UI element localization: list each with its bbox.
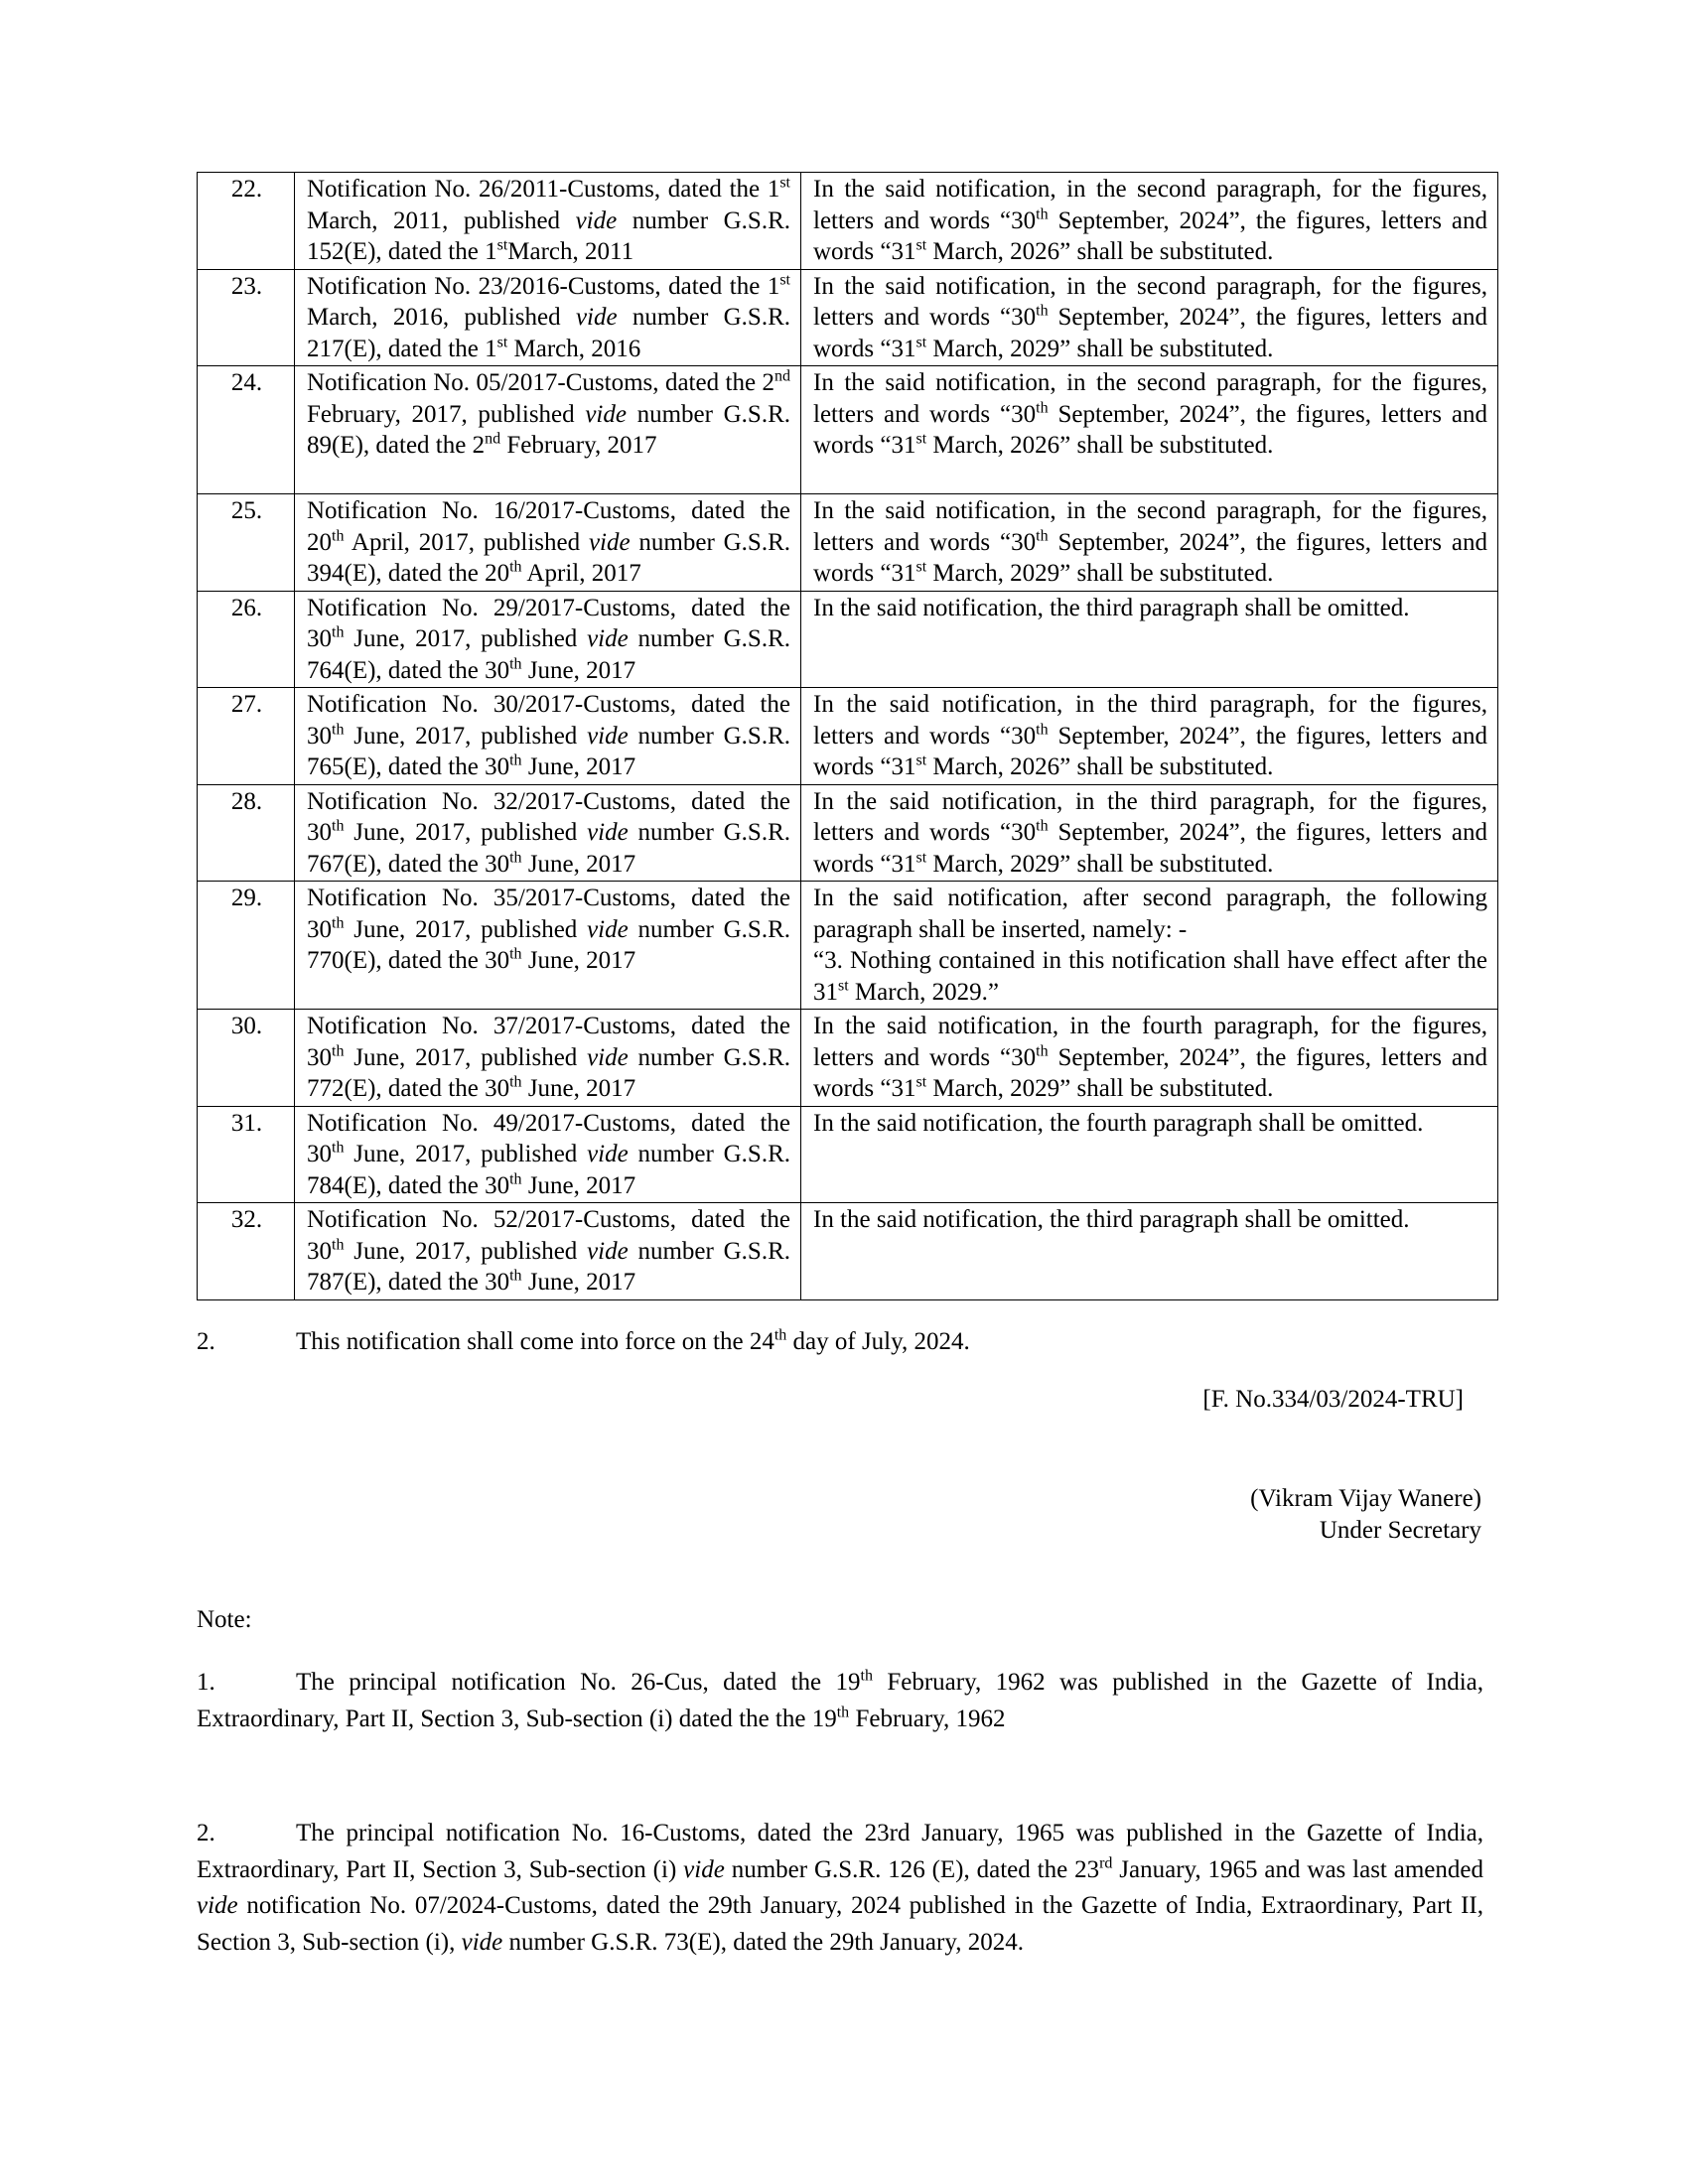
amendment-cell: In the said notification, the third paragraph shall be omitted. bbox=[801, 591, 1498, 688]
serial-number-cell: 27. bbox=[198, 688, 295, 785]
table-row bbox=[198, 366, 1498, 494]
table-row bbox=[198, 1203, 1498, 1300]
paragraph-number: 2. bbox=[197, 1328, 215, 1355]
notification-cell: Notification No. 52/2017-Customs, dated the 30th June, 2017, published vide number G.S.R. 787(E), dated the 30th June, 2017 bbox=[295, 1203, 801, 1300]
amendment-table-body bbox=[198, 173, 1498, 1300]
amendment-cell: In the said notification, in the second paragraph, for the figures, letters and words “30th September, 2024”, the figures, letters and words “31st March, 2029” shall be substituted. bbox=[801, 269, 1498, 366]
notification-cell: Notification No. 16/2017-Customs, dated the 20th April, 2017, published vide number G.S.R. 394(E), dated the 20th April, 2017 bbox=[295, 494, 801, 592]
notification-cell: Notification No. 49/2017-Customs, dated the 30th June, 2017, published vide number G.S.R. 784(E), dated the 30th June, 2017 bbox=[295, 1106, 801, 1203]
amendment-table bbox=[197, 172, 1498, 1300]
paragraph-text: This notification shall come into force on the 24th day of July, 2024. bbox=[296, 1326, 970, 1355]
serial-number-cell: 28. bbox=[198, 784, 295, 882]
notification-cell: Notification No. 30/2017-Customs, dated the 30th June, 2017, published vide number G.S.R. 765(E), dated the 30th June, 2017 bbox=[295, 688, 801, 785]
signatory-name: (Vikram Vijay Wanere) bbox=[1250, 1485, 1481, 1512]
notification-cell: Notification No. 37/2017-Customs, dated the 30th June, 2017, published vide number G.S.R. 772(E), dated the 30th June, 2017 bbox=[295, 1010, 801, 1107]
serial-number-cell: 25. bbox=[198, 494, 295, 592]
serial-number-cell: 23. bbox=[198, 269, 295, 366]
serial-number-cell: 26. bbox=[198, 591, 295, 688]
table-row bbox=[198, 1010, 1498, 1107]
note-item-1: 1. The principal notification No. 26-Cus, dated the 19th February, 1962 was published in the Gazette of India, Extraordinary, Part II, Section 3, Sub-section (i) dated the the 19th February, 1962 bbox=[197, 1665, 1483, 1737]
notification-cell: Notification No. 32/2017-Customs, dated the 30th June, 2017, published vide number G.S.R. 767(E), dated the 30th June, 2017 bbox=[295, 784, 801, 882]
amendment-cell: In the said notification, after second paragraph, the following paragraph shall be inserted, namely: - “3. Nothing contained in this notification shall have effect after the 31st March, 2029.” bbox=[801, 882, 1498, 1010]
serial-number-cell: 24. bbox=[198, 366, 295, 494]
note-item-2: 2. The principal notification No. 16-Customs, dated the 23rd January, 1965 was published in the Gazette of India, Extraordinary, Part II, Section 3, Sub-section (i) vide number G.S.R. 126 (E), dated the 23rd January, 1965 and was last amended vide notification No. 07/2024-Customs, dated the 29th January, 2024 published in the Gazette of India, Extraordinary, Part II, Section 3, Sub-section (i), vide number G.S.R. 73(E), dated the 29th January, 2024. bbox=[197, 1816, 1483, 1961]
table-row bbox=[198, 1106, 1498, 1203]
table-row bbox=[198, 494, 1498, 592]
amendment-cell: In the said notification, in the second paragraph, for the figures, letters and words “30th September, 2024”, the figures, letters and words “31st March, 2029” shall be substituted. bbox=[801, 494, 1498, 592]
table-row bbox=[198, 269, 1498, 366]
amendment-cell: In the said notification, in the second paragraph, for the figures, letters and words “30th September, 2024”, the figures, letters and words “31st March, 2026” shall be substituted. bbox=[801, 366, 1498, 494]
table-row bbox=[198, 173, 1498, 270]
amendment-cell: In the said notification, in the second paragraph, for the figures, letters and words “30th September, 2024”, the figures, letters and words “31st March, 2026” shall be substituted. bbox=[801, 173, 1498, 270]
amendment-cell: In the said notification, the fourth paragraph shall be omitted. bbox=[801, 1106, 1498, 1203]
table-row bbox=[198, 784, 1498, 882]
table-row bbox=[198, 688, 1498, 785]
note-number: 2. bbox=[197, 1820, 215, 1846]
signatory-designation: Under Secretary bbox=[1319, 1517, 1481, 1544]
table-row bbox=[198, 591, 1498, 688]
notification-cell: Notification No. 23/2016-Customs, dated the 1st March, 2016, published vide number G.S.R. 217(E), dated the 1st March, 2016 bbox=[295, 269, 801, 366]
notification-cell: Notification No. 05/2017-Customs, dated the 2nd February, 2017, published vide number G.S.R. 89(E), dated the 2nd February, 2017 bbox=[295, 366, 801, 494]
signature-block bbox=[1250, 1483, 1481, 1547]
table-row bbox=[198, 882, 1498, 1010]
notification-cell: Notification No. 26/2011-Customs, dated the 1st March, 2011, published vide number G.S.R. 152(E), dated the 1stMarch, 2011 bbox=[295, 173, 801, 270]
serial-number-cell: 29. bbox=[198, 882, 295, 1010]
note-number: 1. bbox=[197, 1669, 215, 1696]
amendment-cell: In the said notification, in the fourth paragraph, for the figures, letters and words “30th September, 2024”, the figures, letters and words “31st March, 2029” shall be substituted. bbox=[801, 1010, 1498, 1107]
commencement-paragraph bbox=[197, 1324, 970, 1360]
serial-number-cell: 22. bbox=[198, 173, 295, 270]
notification-cell: Notification No. 35/2017-Customs, dated the 30th June, 2017, published vide number G.S.R. 770(E), dated the 30th June, 2017 bbox=[295, 882, 801, 1010]
serial-number-cell: 30. bbox=[198, 1010, 295, 1107]
serial-number-cell: 32. bbox=[198, 1203, 295, 1300]
amendment-cell: In the said notification, in the third paragraph, for the figures, letters and words “30th September, 2024”, the figures, letters and words “31st March, 2029” shall be substituted. bbox=[801, 784, 1498, 882]
file-number: [F. No.334/03/2024-TRU] bbox=[1202, 1386, 1464, 1413]
amendment-cell: In the said notification, in the third paragraph, for the figures, letters and words “30th September, 2024”, the figures, letters and words “31st March, 2026” shall be substituted. bbox=[801, 688, 1498, 785]
note-heading: Note: bbox=[197, 1606, 252, 1633]
notification-cell: Notification No. 29/2017-Customs, dated the 30th June, 2017, published vide number G.S.R. 764(E), dated the 30th June, 2017 bbox=[295, 591, 801, 688]
amendment-cell: In the said notification, the third paragraph shall be omitted. bbox=[801, 1203, 1498, 1300]
serial-number-cell: 31. bbox=[198, 1106, 295, 1203]
